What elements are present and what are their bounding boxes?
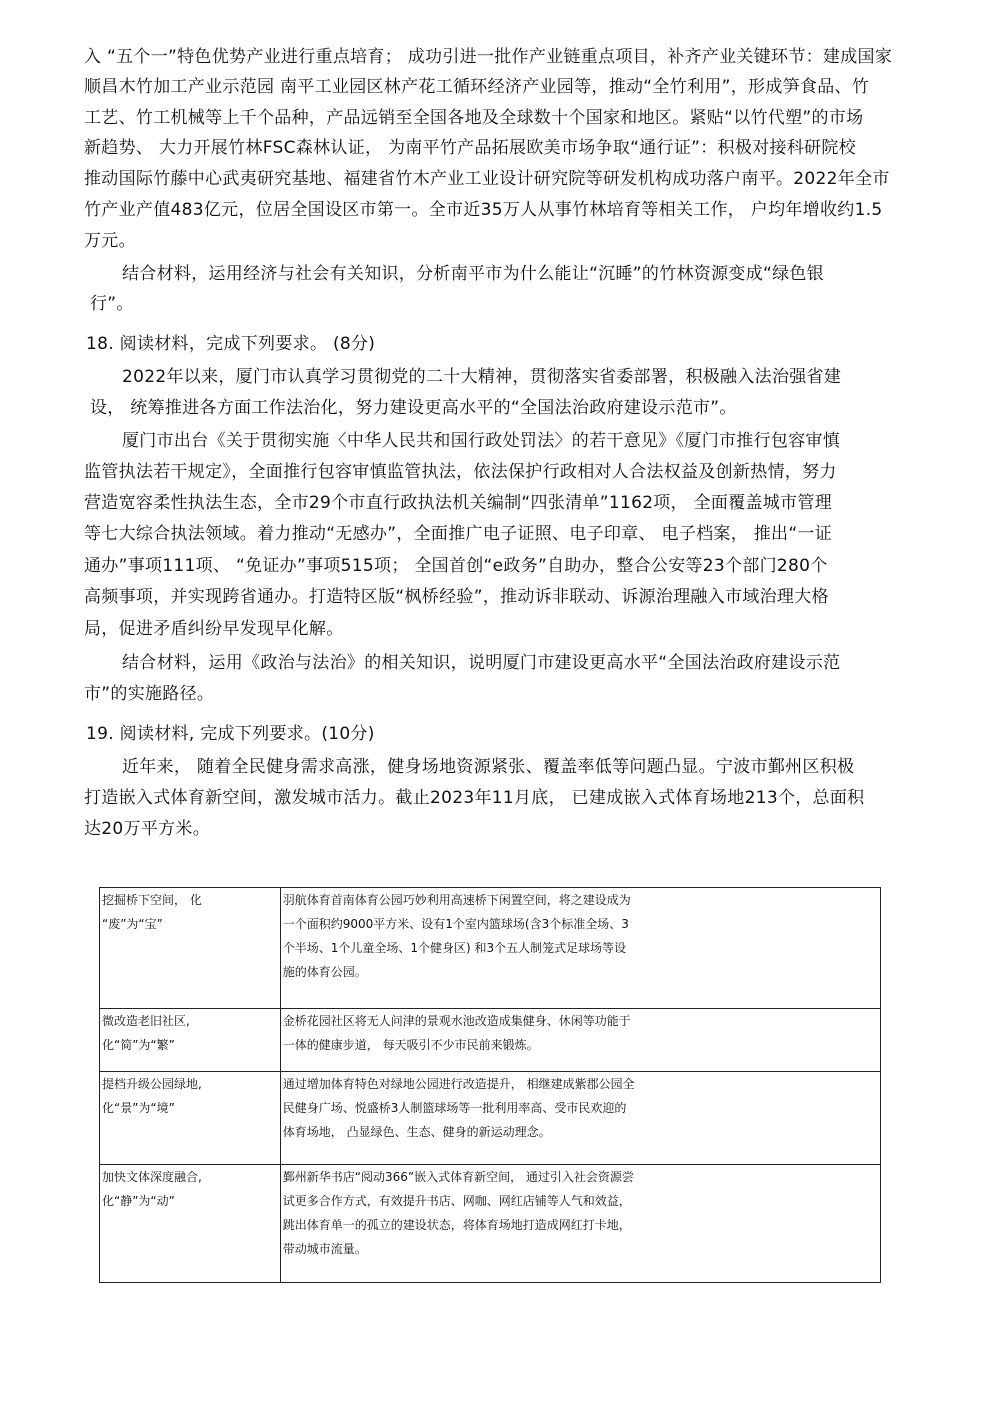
cell-line: 微改造老旧社区,	[102, 1014, 190, 1028]
intro-line: 顺昌木竹加工产业示范园 南平工业园区林产花工循环经济产业园等，推动“全竹利用”，形成笋食品、竹	[84, 77, 870, 97]
intro-line: 入 “五个一”特色优势产业进行重点培育； 成功引进一批作产业链重点项目，补齐产业关键环节：建成国家	[84, 47, 893, 67]
q18-para2-line: 营造宽容柔性执法生态，全市29个市直行政执法机关编制“四张清单”1162项， 全面覆盖城市管理	[84, 493, 833, 513]
q18-para2-line: 厦门市出台《关于贯彻实施〈中华人民共和国行政处罚法〉的若干意见》《厦门市推行包容审慎	[122, 431, 841, 451]
cell-line: 化“静”为“动”	[102, 1194, 175, 1208]
cell-line: 通过增加体育特色对绿地公园进行改造提升， 相继建成紫郡公园全	[282, 1077, 635, 1091]
q19-para1-line: 近年来， 随着全民健身需求高涨，健身场地资源紧张、覆盖率低等问题凸显。宁波市鄞州区积极	[122, 757, 855, 777]
cell-line: 一体的健康步道， 每天吸引不少市民前来锻炼。	[282, 1038, 539, 1052]
q18-para1-line: 设， 统筹推进各方面工作法治化，努力建设更高水平的“全国法治政府建设示范市”。	[90, 398, 737, 418]
q18-para2-line: 高频事项，并实现跨省通办。打造特区版“枫桥经验”，推动诉非联动、诉源治理融入市域治理大格	[84, 587, 829, 607]
cell-line: 试更多合作方式，有效提升书店、网咖、网红店铺等人气和效益，	[282, 1194, 631, 1208]
table-cell-description	[280, 1072, 880, 1165]
cell-line: 施的体育公园。	[282, 965, 367, 979]
intro-line: 新趋势、 大力开展竹林FSC森林认证， 为南平竹产品拓展欧美市场争取“通行证”：积极对接科研院校	[84, 138, 856, 158]
cell-line: 体育场地， 凸显绿色、生态、健身的新运动理念。	[282, 1125, 551, 1139]
table-cell-description	[280, 1009, 880, 1072]
cell-line: 化“景”为“境”	[102, 1101, 175, 1115]
table-row	[100, 1165, 881, 1283]
q18-para2-line: 通办”事项111项、 “免证办”事项515项； 全国首创“e政务”自助办，整合公安等23个部门280个	[84, 556, 828, 576]
q19-para1-line: 达20万平方米。	[84, 819, 211, 839]
cell-line: 挖掘桥下空间， 化	[102, 893, 202, 907]
q19-heading: 19. 阅读材料, 完成下列要求。(10分)	[86, 724, 375, 744]
table-cell-measure	[100, 1072, 281, 1165]
table-cell-measure	[100, 888, 281, 1009]
table-row	[100, 1009, 881, 1072]
table-row	[100, 888, 881, 1009]
q17-prompt-line: 结合材料，运用经济与社会有关知识，分析南平市为什么能让“沉睡”的竹林资源变成“绿色银	[122, 264, 825, 284]
cell-line: “废”为“宝”	[102, 917, 163, 931]
q18-para2-line: 等七大综合执法领域。着力推动“无感办”，全面推广电子证照、电子印章、 电子档案， 推出“一证	[84, 524, 833, 544]
q19-para1-line: 打造嵌入式体育新空间，激发城市活力。截止2023年11月底， 已建成嵌入式体育场地213个，总面积	[84, 788, 865, 808]
table-row	[100, 1072, 881, 1165]
q18-para2-line: 局，促进矛盾纠纷早发现早化解。	[84, 619, 344, 639]
q18-para1-line: 2022年以来，厦门市认真学习贯彻党的二十大精神，贯彻落实省委部署，积极融入法治强省建	[122, 367, 842, 387]
cell-line: 带动城市流量。	[282, 1242, 367, 1256]
table-cell-description	[280, 1165, 880, 1283]
cell-line: 加快文体深度融合,	[102, 1170, 202, 1184]
q18-prompt-line: 结合材料，运用《政治与法治》的相关知识，说明厦门市建设更高水平“全国法治政府建设示范	[122, 653, 841, 673]
intro-line: 万元。	[84, 231, 136, 251]
cell-line: 羽航体育首南体育公园巧妙利用高速桥下闲置空间，将之建设成为	[282, 893, 631, 907]
table-cell-description	[280, 888, 880, 1009]
cell-line: 鄞州新华书店“阅动366”嵌入式体育新空间， 通过引入社会资源尝	[282, 1170, 634, 1184]
q17-prompt-line: 行”。	[90, 294, 134, 314]
q18-para2-line: 监管执法若干规定》，全面推行包容审慎监管执法，依法保护行政相对人合法权益及创新热情，努力	[84, 462, 837, 482]
table-cell-measure	[100, 1165, 281, 1283]
q18-prompt-line: 市”的实施路径。	[84, 684, 215, 704]
intro-line: 工艺、竹工机械等上千个品种，产品远销至全国各地及全球数十个国家和地区。紧贴“以竹代塑”的市场	[84, 108, 864, 128]
q18-heading: 18. 阅读材料，完成下列要求。 (8分)	[86, 334, 376, 354]
cell-line: 提档升级公园绿地,	[102, 1077, 202, 1091]
cell-line: 化“简”为“繁”	[102, 1038, 175, 1052]
intro-line: 推动国际竹藤中心武夷研究基地、福建省竹木产业工业设计研究院等研发机构成功落户南平。2022年全市	[84, 169, 890, 189]
cell-line: 跳出体育单一的孤立的建设状态，将体育场地打造成网红打卡地，	[282, 1218, 631, 1232]
cell-line: 民健身广场、悦盛桥3人制篮球场等一批利用率高、受市民欢迎的	[282, 1101, 627, 1115]
cell-line: 金桥花园社区将无人问津的景观水池改造成集健身、休闲等功能于	[282, 1014, 631, 1028]
cell-line: 一个面积约9000平方米、设有1个室内篮球场(含3个标准全场、3	[282, 917, 629, 931]
cell-line: 个半场、1个儿童全场、1个健身区) 和3个五人制笼式足球场等设	[282, 941, 627, 955]
q19-table	[99, 887, 881, 1283]
intro-line: 竹产业产值483亿元，位居全国设区市第一。全市近35万人从事竹林培育等相关工作， 户均年增收约1.5	[84, 200, 883, 220]
table-cell-measure	[100, 1009, 281, 1072]
